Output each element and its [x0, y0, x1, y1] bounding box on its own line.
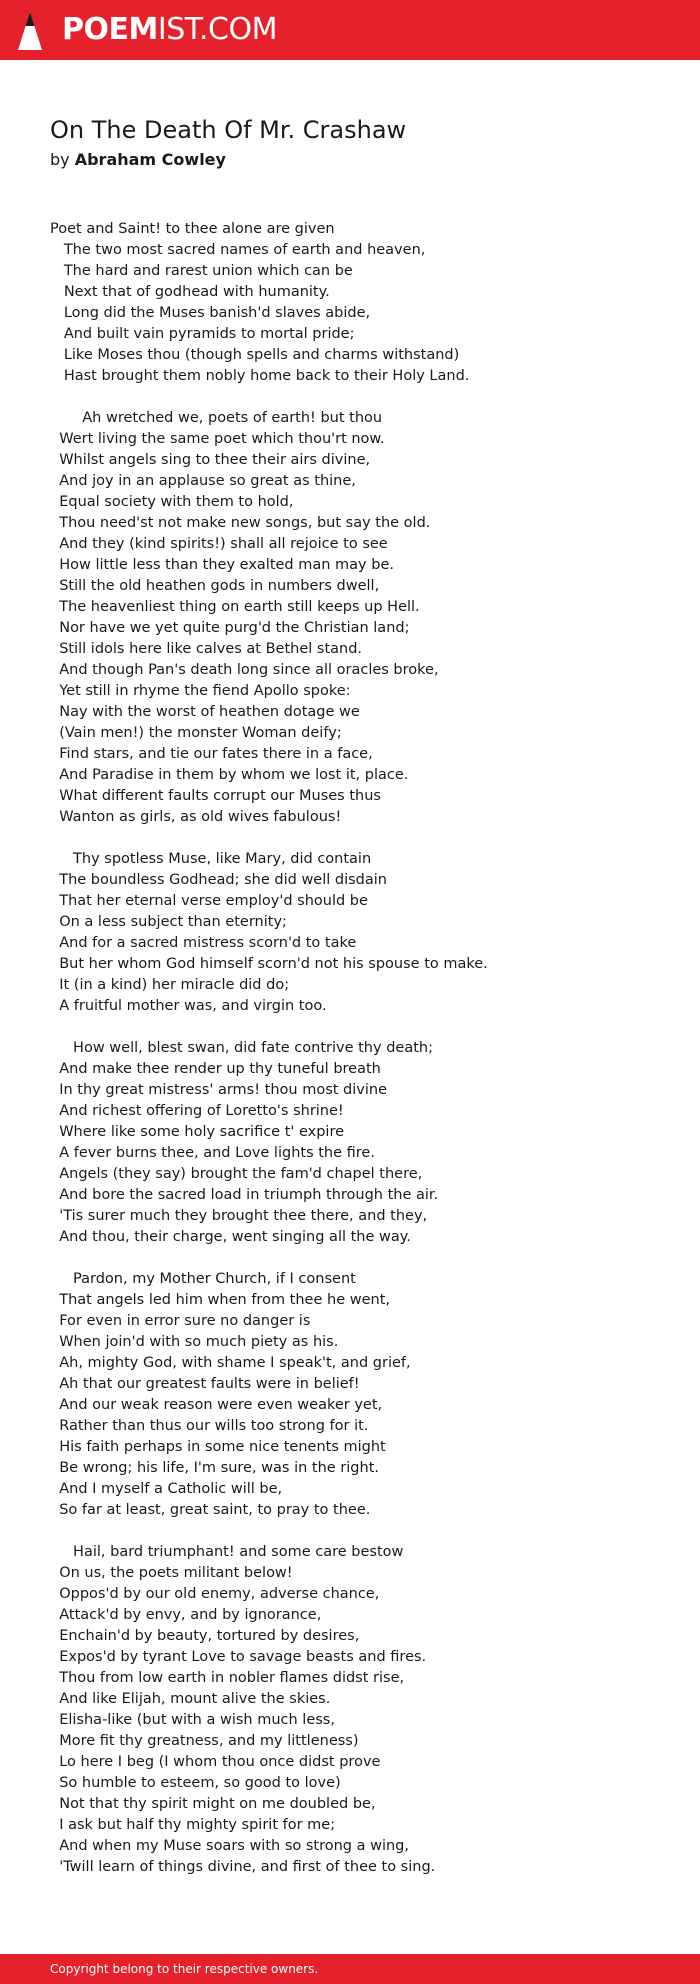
poem-line: But her whom God himself scorn'd not his spouse to make. [50, 956, 488, 972]
poem-line: Wanton as girls, as old wives fabulous! [50, 809, 342, 825]
poem-line: When join'd with so much piety as his. [50, 1334, 339, 1350]
logo-bold-text: POEM [62, 12, 158, 47]
poem-line: Ah that our greatest faults were in belief! [50, 1376, 360, 1392]
poem-line: A fruitful mother was, and virgin too. [50, 998, 327, 1014]
poem-line: Attack'd by envy, and by ignorance, [50, 1607, 322, 1623]
poem-line: And richest offering of Loretto's shrine! [50, 1103, 344, 1119]
logo-light-text: IST.COM [157, 12, 277, 47]
poem-line: How little less than they exalted man may be. [50, 557, 394, 573]
poem-line: And they (kind spirits!) shall all rejoice to see [50, 536, 388, 552]
poem-line: And built vain pyramids to mortal pride; [50, 326, 355, 342]
poem-line: On us, the poets militant below! [50, 1565, 293, 1581]
pencil-tip-icon[interactable] [17, 11, 43, 51]
poem-line: Nay with the worst of heathen dotage we [50, 704, 360, 720]
poem-line: What different faults corrupt our Muses thus [50, 788, 381, 804]
poem-line: Lo here I beg (I whom thou once didst prove [50, 1754, 381, 1770]
poem-line: How well, blest swan, did fate contrive thy death; [50, 1040, 433, 1056]
poem-line: The hard and rarest union which can be [50, 263, 353, 279]
poem-line [50, 1521, 670, 1542]
poem-line: Still idols here like calves at Bethel stand. [50, 641, 363, 657]
poem-line: Oppos'd by our old enemy, adverse chance, [50, 1586, 380, 1602]
poem-line: Still the old heathen gods in numbers dwell, [50, 578, 380, 594]
poem-line: And make thee render up thy tuneful breath [50, 1061, 381, 1077]
byline-prefix: by [50, 150, 75, 169]
poem-line: Pardon, my Mother Church, if I consent [50, 1271, 356, 1287]
copyright-text: Copyright belong to their respective owners. [50, 1962, 319, 1976]
poem-line [50, 828, 670, 849]
poem-line: It (in a kind) her miracle did do; [50, 977, 290, 993]
poem-line: For even in error sure no danger is [50, 1313, 311, 1329]
poem-line: Yet still in rhyme the fiend Apollo spoke: [50, 683, 351, 699]
poem-line: And thou, their charge, went singing all the way. [50, 1229, 411, 1245]
poem-line: That angels led him when from thee he went, [50, 1292, 390, 1308]
poem-line: 'Twill learn of things divine, and first of thee to sing. [50, 1859, 436, 1875]
poem-line: And our weak reason were even weaker yet, [50, 1397, 383, 1413]
poem-line: Thy spotless Muse, like Mary, did contain [50, 851, 372, 867]
poem-line: (Vain men!) the monster Woman deify; [50, 725, 342, 741]
poem-line: And Paradise in them by whom we lost it, place. [50, 767, 409, 783]
poem-line: Be wrong; his life, I'm sure, was in the right. [50, 1460, 379, 1476]
poem-line: And like Elijah, mount alive the skies. [50, 1691, 331, 1707]
poem-line: 'Tis surer much they brought thee there, and they, [50, 1208, 428, 1224]
site-header [0, 0, 700, 60]
poem-line: Ah wretched we, poets of earth! but thou [50, 410, 383, 426]
poem-line: A fever burns thee, and Love lights the fire. [50, 1145, 375, 1161]
poem-line: Expos'd by tyrant Love to savage beasts and fires. [50, 1649, 427, 1665]
site-logo[interactable] [62, 13, 277, 47]
poem-line: More fit thy greatness, and my littleness) [50, 1733, 359, 1749]
poem-line: And joy in an applause so great as thine, [50, 473, 356, 489]
poem-line: Like Moses thou (though spells and charms withstand) [50, 347, 460, 363]
poem-line: Equal society with them to hold, [50, 494, 294, 510]
poem-line: Elisha-like (but with a wish much less, [50, 1712, 335, 1728]
poem-line: Enchain'd by beauty, tortured by desires, [50, 1628, 360, 1644]
poem-line: And when my Muse soars with so strong a wing, [50, 1838, 409, 1854]
poem-line: Where like some holy sacrifice t' expire [50, 1124, 345, 1140]
poem-line: Not that thy spirit might on me doubled be, [50, 1796, 376, 1812]
poem-line: Hail, bard triumphant! and some care bestow [50, 1544, 404, 1560]
poem-line: And though Pan's death long since all oracles broke, [50, 662, 439, 678]
author-name[interactable]: Abraham Cowley [74, 150, 226, 169]
poem-line: And bore the sacred load in triumph through the air. [50, 1187, 439, 1203]
poem-byline [50, 150, 226, 169]
poem-line: Thou need'st not make new songs, but say the old. [50, 515, 431, 531]
poem-line: Wert living the same poet which thou'rt now. [50, 431, 385, 447]
poem-line: On a less subject than eternity; [50, 914, 287, 930]
poem-line [50, 1017, 670, 1038]
poem-line: Whilst angels sing to thee their airs divine, [50, 452, 371, 468]
poem-line: Poet and Saint! to thee alone are given [50, 221, 335, 237]
poem-line: The boundless Godhead; she did well disdain [50, 872, 387, 888]
site-footer [0, 1954, 700, 1984]
poem-line: The heavenliest thing on earth still keeps up Hell. [50, 599, 420, 615]
poem-line: Ah, mighty God, with shame I speak't, and grief, [50, 1355, 411, 1371]
poem-line: And I myself a Catholic will be, [50, 1481, 283, 1497]
poem-line: His faith perhaps in some nice tenents might [50, 1439, 386, 1455]
poem-line: Next that of godhead with humanity. [50, 284, 330, 300]
poem-line: Rather than thus our wills too strong for it. [50, 1418, 369, 1434]
poem-line: Angels (they say) brought the fam'd chapel there, [50, 1166, 423, 1182]
poem-title: On The Death Of Mr. Crashaw [50, 116, 407, 144]
poem-line: So humble to esteem, so good to love) [50, 1775, 341, 1791]
poem-body [50, 219, 670, 1878]
poem-line [50, 1248, 670, 1269]
poem-line: I ask but half thy mighty spirit for me; [50, 1817, 336, 1833]
poem-line [50, 387, 670, 408]
poem-line: Long did the Muses banish'd slaves abide, [50, 305, 371, 321]
poem-line: And for a sacred mistress scorn'd to take [50, 935, 357, 951]
poem-line: In thy great mistress' arms! thou most divine [50, 1082, 388, 1098]
poem-line: Hast brought them nobly home back to their Holy Land. [50, 368, 470, 384]
poem-line: Find stars, and tie our fates there in a face, [50, 746, 373, 762]
poem-line: That her eternal verse employ'd should be [50, 893, 368, 909]
poem-line: The two most sacred names of earth and heaven, [50, 242, 426, 258]
poem-line: Thou from low earth in nobler flames didst rise, [50, 1670, 405, 1686]
poem-line: So far at least, great saint, to pray to thee. [50, 1502, 371, 1518]
poem-line: Nor have we yet quite purg'd the Christian land; [50, 620, 410, 636]
